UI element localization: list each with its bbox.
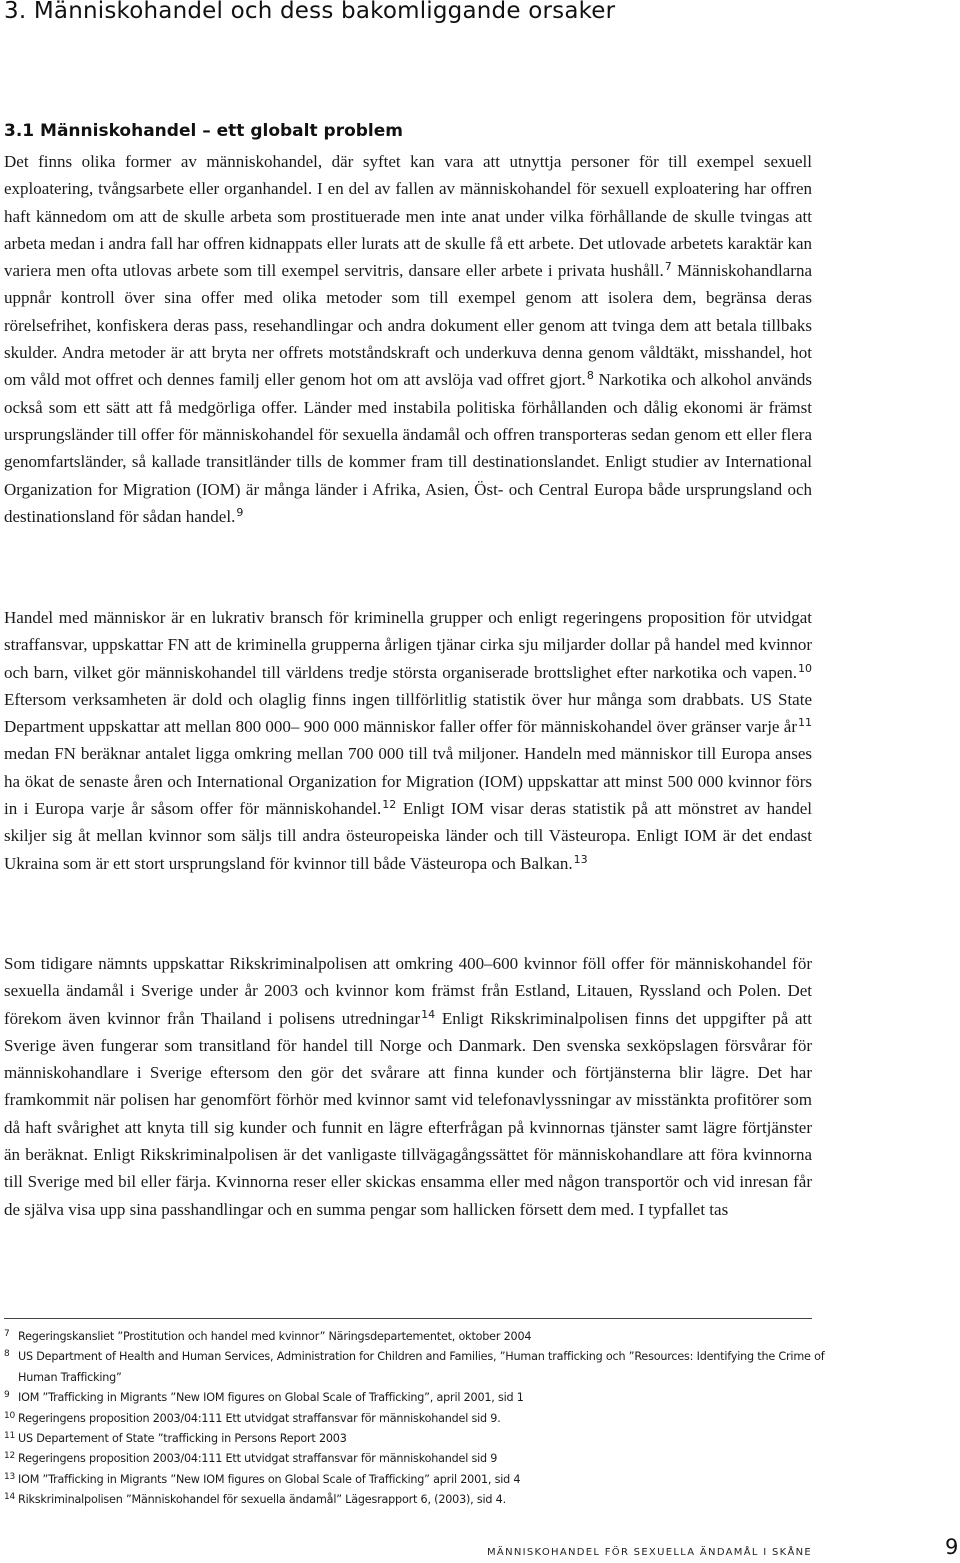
footnote-text: IOM ”Trafficking in Migrants ”New IOM figures on Global Scale of Trafficking”, april 2001, sid 1 [18,1391,524,1405]
paragraph-text: Enligt IOM visar deras statistik på att mönstret av handel skiljer sig åt mellan kvinnor som säljs till andra östeuropeiska länder och till Västeuropa. Enligt IOM är det endast Ukraina som är ett stort ursprungsland för kvinnor till både Västeuropa och Balkan. [4,799,812,873]
footnote-number: 8 [4,1349,10,1360]
body-paragraph [4,950,812,1223]
paragraph-text: Människohandlarna uppnår kontroll över sina offer med olika metoder som till exempel genom att isolera dem, begränsa deras rörelsefrihet, konfiskera deras pass, resehandlingar och andra dokument eller genom att tvinga dem att betala tillbaks skulder. Andra metoder är att bryta ner offrets motståndskraft och underkuva denna genom våldtäkt, misshandel, hot om våld mot offret och dennes familj eller genom hot om att avslöja vad offret gjort. [4,261,812,390]
body-paragraph [4,604,812,877]
footnote-reference: 10 [798,661,812,675]
footnote-reference: 13 [573,852,588,866]
chapter-title: 3. Människohandel och dess bakomliggande orsaker [4,0,616,24]
paragraph-text: Det finns olika former av människohandel, där syftet kan vara att utnyttja personer för till exempel sexuell exploatering, tvångsarbete eller organhandel. I en del av fallen av människohandel för sexuell exploatering har offren haft kännedom om att de skulle arbeta som prostituerade men inte anat under vilka förhållande de skulle tvingas att arbeta medan i andra fall har offren kidnappats eller lurats att de skulle få ett arbete. Det utlovade arbetets karaktär kan variera men ofta utlovas arbete som till exempel servitris, dansare eller arbete i privata hushåll. [4,152,812,281]
paragraph-text: Narkotika och alkohol används också som ett sätt att få medgörliga offer. Länder med instabila politiska förhållanden och dålig ekonomi är främst ursprungsländer till offer för människohandel för sexuella ändamål och offren transporteras sedan genom ett eller flera genomfartsländer, så kallade transitländer tills de kommer fram till destinationslandet. Enligt studier av International Organization for Migration (IOM) är många länder i Afrika, Asien, Öst- och Central Europa både ursprungsland och destinationsland för sådan handel. [4,370,813,526]
footnote-text: Regeringens proposition 2003/04:111 Ett utvidgat straffansvar för människohandel sid 9. [18,1411,501,1425]
footnote-reference: 11 [798,716,812,730]
footnote-text: Regeringskansliet ”Prostitution och handel med kvinnor” Näringsdepartementet, oktober 2004 [18,1330,532,1343]
footnote-text: US Departement of State ”trafficking in Persons Report 2003 [18,1432,347,1446]
paragraph-text: medan FN beräknar antalet ligga omkring mellan 700 000 till två miljoner. Handeln med människor till Europa anses ha ökat de senaste åren och International Organization for Migration (IOM) uppskattar att minst 500 000 kvinnor förs in i Europa varje år såsom offer för människohandel. [4,744,812,819]
footnote-item [4,1409,834,1429]
footnote-number: 14 [4,1492,16,1503]
paragraph-text: Handel med människor är en lukrativ bransch för kriminella grupper och enligt regeringens proposition för utvidgat straffansvar, uppskattar FN att de kriminella grupperna årligen tjänar cirka sju miljarder dollar på handel med kvinnor och barn, vilket gör människohandel till världens tredje största organiserade brottslighet efter narkotika och vapen. [4,608,812,682]
footnote-reference: 12 [382,798,397,812]
section-heading: 3.1 Människohandel – ett globalt problem [4,121,404,141]
body-paragraph [4,148,812,530]
footnote-number: 11 [4,1431,16,1442]
footnote-reference: 8 [586,369,594,383]
footnote-item [4,1347,834,1388]
paragraph-text: Eftersom verksamheten är dold och olaglig finns ingen tillförlitlig statistik över hur många som drabbats. US State Department uppskattar att mellan 800 000– 900 000 människor faller offer för människohandel över gränser varje år [4,689,812,737]
running-footer: MÄNNISKOHANDEL FÖR SEXUELLA ÄNDAMÅL I SKÅNE [487,1547,812,1558]
page-number: 9 [945,1535,959,1559]
footnote-item [4,1327,834,1347]
footnote-item [4,1388,834,1408]
footnote-item [4,1490,834,1510]
footnote-text: IOM ”Trafficking in Migrants ”New IOM figures on Global Scale of Trafficking” april 2001, sid 4 [18,1472,521,1486]
footnote-item [4,1470,834,1490]
footnote-reference: 7 [664,260,672,274]
footnote-number: 10 [4,1410,16,1421]
footnote-number: 12 [4,1451,16,1462]
footnote-text: Regeringens proposition 2003/04:111 Ett utvidgat straffansvar för människohandel sid 9 [18,1452,498,1466]
footnote-item [4,1449,834,1469]
footnote-reference: 9 [236,505,244,519]
footnote-number: 9 [4,1390,10,1401]
footnote-number: 7 [4,1329,10,1339]
footnote-item [4,1429,834,1449]
footnote-number: 13 [4,1471,16,1482]
footnote-list [4,1327,834,1511]
footnote-reference: 14 [421,1007,436,1021]
paragraph-text: Enligt Rikskriminalpolisen finns det uppgifter på att Sverige även fungerar som transitland för handel till Norge och Danmark. Den svenska sexköpslagen försvårar för människohandlare i Sverige eftersom den gör det svårare att finna kunder och förtjänsterna blir lägre. Det har framkommit när polisen har genomfört förhör med kvinnor samt vid telefonavlyssningar av misstänkta profitörer som då haft svårighet att knyta till sig kunder och funnit en lägre efterfrågan på kvinnornas tjänster samt lägre förtjänster än beräknat. Enligt Rikskriminalpolisen är det vanligaste tillvägagångssättet för människohandlare att föra kvinnorna till Sverige med bil eller färja. Kvinnorna reser eller skickas ensamma eller med någon transportör och vid inresan får de själva visa upp sina passhandlingar och en summa pengar som hallicken försett dem med. I typfallet tas [4,1008,813,1219]
paragraph-text: Som tidigare nämnts uppskattar Rikskriminalpolisen att omkring 400–600 kvinnor föll offer för människohandel för sexuella ändamål i Sverige under år 2003 och kvinnor kom främst från Estland, Litauen, Ryssland och Polen. Det förekom även kvinnor från Thailand i polisens utredningar [4,954,812,1028]
footnote-text: Rikskriminalpolisen ”Människohandel för sexuella ändamål” Lägesrapport 6, (2003), sid 4. [18,1493,506,1507]
footnote-text: US Department of Health and Human Services, Administration for Children and Families, ”Human trafficking och ”Resources: Identifying the Crime of Human Trafficking” [18,1350,825,1384]
footnote-divider [4,1318,812,1319]
